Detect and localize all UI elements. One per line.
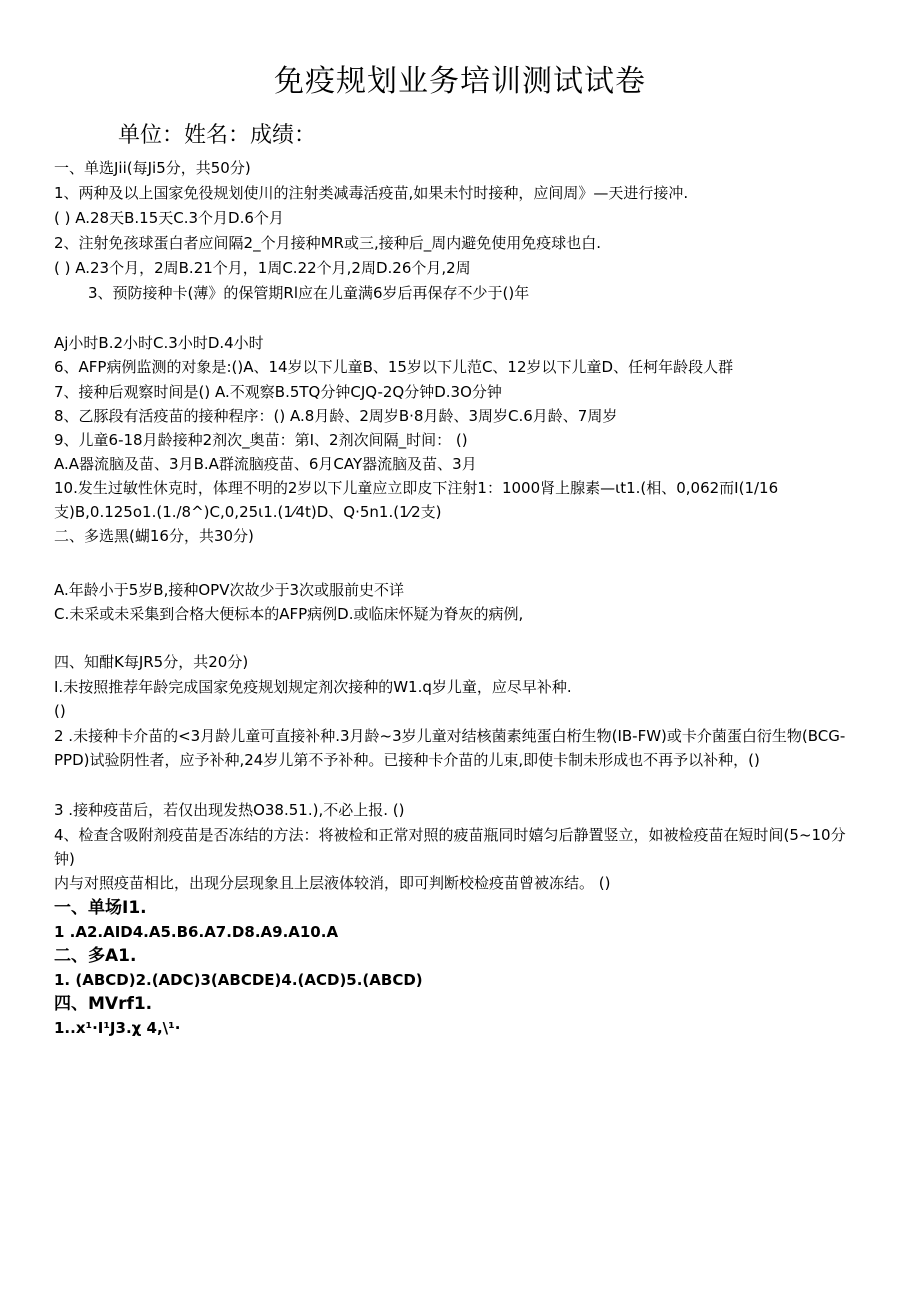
- question-10-line-2: 支)B,0.125o1.(1./8^)C,0,25ι1.(1⁄4t)D、Q·5n1.(1⁄2支): [54, 503, 442, 521]
- question-9: 9、儿童6-18月龄接种2剂次_奥苗：第I、2剂次间隔_时间： (): [54, 431, 468, 449]
- question-1: 1、两种及以上国家免役规划使川的注射类减毒活疫苗,如果未忖时接种，应间周》—天进行接冲.: [54, 184, 689, 202]
- question-3: 3、预防接种卡(薄》的保管期Rl应在儿童满6岁后再保存不少于()年: [88, 284, 530, 302]
- multi-line-1: A.年龄小于5岁B,接种OPV次故少于3次或服前史不详: [54, 581, 405, 599]
- page-title: 免疫规划业务培训测试试卷: [274, 64, 646, 99]
- question-1-options: ( ) A.28天B.15天C.3个月D.6个月: [54, 209, 284, 227]
- question-10-line-1: 10.发生过敏性休克时，体理不明的2岁以下儿童应立即皮下注射1：1000肾上腺素—ιt1.(相、0,062而I(1/16: [54, 479, 779, 497]
- answer-section-3: 1..x¹·I¹J3.χ 4,\¹·: [54, 1019, 181, 1037]
- question-6: 6、AFP病例监测的对象是:()A、14岁以下儿童B、15岁以下儿范C、12岁以下儿童D、任柯年龄段人群: [54, 358, 734, 376]
- question-7: 7、接种后观察时间是() A.不观察B.5TQ分钟CJQ-2Q分钟D.3O分钟: [54, 383, 502, 401]
- question-2: 2、注射免孩球蛋白者应间隔2_个月接种MR或三,接种后_周内避免使用免疫球也白.: [54, 234, 601, 252]
- judge-header: 四、知酣K每JR5分，共20分): [54, 653, 249, 671]
- answer-section-1: 1 .A2.AID4.A5.B6.A7.D8.A9.A10.A: [54, 923, 339, 941]
- judge-question-4-cont: 内与对照疫苗相比，出现分层现象且上层液体较消，即可判断校检疫苗曾被冻结。 (): [54, 874, 611, 892]
- single-choice-header: 一、单选Jii(每Ji5分，共50分): [54, 159, 251, 177]
- examinee-info: 单位：姓名：成绩：: [118, 123, 317, 148]
- judge-question-1: I.未按照推荐年龄完成国家免疫规划规定剂次接种的W1.q岁儿童，应尽早补种.: [54, 678, 572, 696]
- answer-section-2-header: 二、多A1.: [54, 946, 137, 966]
- judge-question-2: 2 .未接种卡介苗的<3月龄儿童可直接补种.3月龄~3岁儿童对结核菌素纯蛋白桁生物(IB-FW)或卡介菌蛋白衍生物(BCG-PPD)试验阴性者，应予补种,24岁儿第不予补种。已接种卡介苗的儿束,即使卡制未形成也不再予以补种，(): [54, 727, 846, 769]
- judge-question-1-mark: (): [54, 702, 66, 720]
- answer-section-3-header: 四、MVrf1.: [54, 994, 153, 1014]
- judge-question-3: 3 .接种疫苗后，若仅出现发热O38.51.),不必上报. (): [54, 801, 405, 819]
- question-9-options: A.A器流脑及苗、3月B.A群流脑疫苗、6月CAY器流脑及苗、3月: [54, 455, 477, 473]
- multi-line-2: C.未采或未采集到合格大便标本的AFP病例D.或临床怀疑为脊灰的病例,: [54, 605, 524, 623]
- question-2-options: ( ) A.23个月，2周B.21个月，1周C.22个月,2周D.26个月,2周: [54, 259, 471, 277]
- question-8: 8、乙豚段有活疫苗的接种程序：() A.8月龄、2周岁B·8月龄、3周岁C.6月龄、7周岁: [54, 407, 618, 425]
- multi-choice-header: 二、多选黑(蝴16分，共30分): [54, 527, 254, 545]
- question-3-options: Aj小时B.2小时C.3小时D.4小时: [54, 334, 264, 352]
- judge-question-4: 4、检查含吸附剂疫苗是否冻结的方法：将被检和正常对照的疲苗瓶同时嬉匀后静置竖立，如被检疫苗在短时间(5~10分钟): [54, 826, 846, 868]
- answer-section-1-header: 一、单场I1.: [54, 898, 147, 918]
- answer-section-2: 1. (ABCD)2.(ADC)3(ABCDE)4.(ACD)5.(ABCD): [54, 971, 423, 989]
